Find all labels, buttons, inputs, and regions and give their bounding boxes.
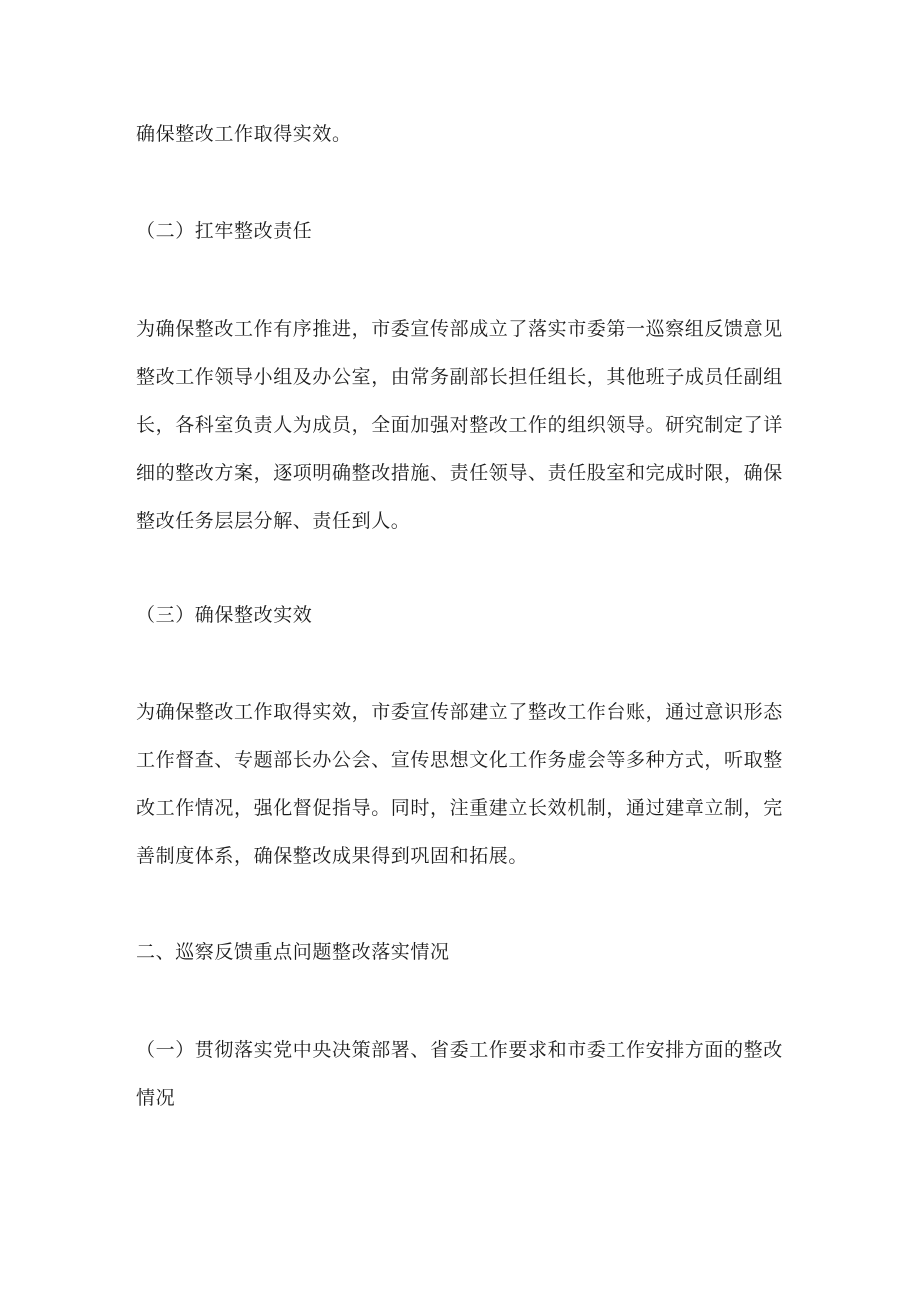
section-heading-2: 二、巡察反馈重点问题整改落实情况 [136,941,450,963]
paragraph-3-line: 为确保整改工作取得实效，市委宣传部建立了整改工作台账，通过意识形态 [136,701,783,723]
paragraph-2-line: 为确保整改工作有序推进，市委宣传部成立了落实市委第一巡察组反馈意见 [136,318,783,340]
subheading-3: （三）确保整改实效 [136,604,313,626]
paragraph-3-line: 善制度体系，确保整改成果得到巩固和拓展。 [136,845,529,867]
paragraph-2-line: 长，各科室负责人为成员，全面加强对整改工作的组织领导。研究制定了详 [136,414,783,436]
paragraph-2-line: 细的整改方案，逐项明确整改措施、责任领导、责任股室和完成时限，确保 [136,462,783,484]
subheading-2: （二）扛牢整改责任 [136,220,313,242]
paragraph-3-line: 改工作情况，强化督促指导。同时，注重建立长效机制，通过建章立制，完 [136,797,783,819]
subheading-s2-1-line: （一）贯彻落实党中央决策部署、省委工作要求和市委工作安排方面的整改 [136,1039,783,1061]
paragraph-continuation: 确保整改工作取得实效。 [136,123,352,145]
paragraph-3-line: 工作督查、专题部长办公会、宣传思想文化工作务虚会等多种方式，听取整 [136,749,783,771]
paragraph-2-line: 整改工作领导小组及办公室，由常务副部长担任组长，其他班子成员任副组 [136,366,783,388]
paragraph-2-line: 整改任务层层分解、责任到人。 [136,510,411,532]
paragraph-2 [136,305,788,545]
paragraph-3 [136,688,788,880]
subheading-s2-1-line: 情况 [136,1087,176,1109]
subheading-s2-1 [136,1026,788,1122]
